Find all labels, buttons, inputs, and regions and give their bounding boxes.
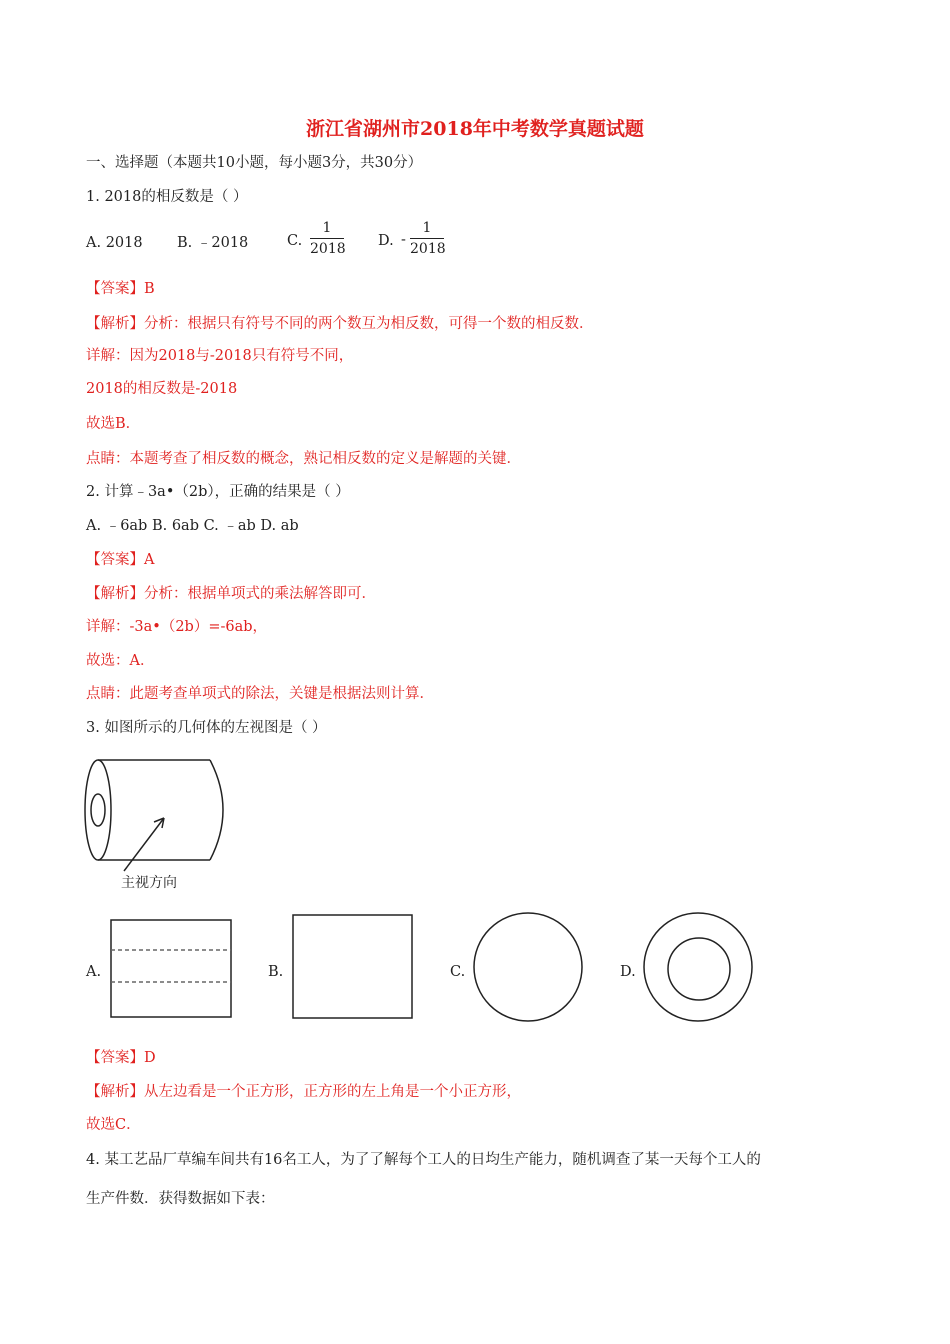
- q1-option-c-fraction: [310, 219, 344, 258]
- q3-stem: 3. 如图所示的几何体的左视图是（ ）: [86, 720, 327, 736]
- q1-detail: 详解：因为2018与-2018只有符号不同，: [86, 348, 354, 364]
- q2-choice: 故选：A．: [86, 653, 155, 669]
- q1-analysis: 【解析】分析：根据只有符号不同的两个数互为相反数，可得一个数的相反数．: [86, 316, 594, 332]
- fraction-numerator: 1: [422, 220, 432, 236]
- q3-option-b-figure: [292, 914, 414, 1020]
- q1-choice: 故选B．: [86, 416, 141, 432]
- cylinder-hole: [91, 794, 105, 826]
- page-title: 浙江省湖州市2018年中考数学真题试题: [306, 118, 644, 140]
- fraction-bar: [410, 238, 444, 239]
- q4-stem: 4. 某工艺品厂草编车间共有16名工人，为了了解每个工人的日均生产能力，随机调查了某一天每个工人的: [86, 1152, 761, 1168]
- q1-comment: 点睛：本题考查了相反数的概念，熟记相反数的定义是解题的关键．: [86, 451, 521, 467]
- q2-detail: 详解：-3a•（2b）=-6ab，: [86, 619, 268, 635]
- q1-option-c-label: C.: [287, 233, 303, 249]
- view-direction-arrow: [124, 818, 164, 871]
- q3-option-d-label: D.: [620, 964, 636, 980]
- cylinder-left-face: [85, 760, 111, 860]
- q3-option-b-label: B.: [268, 964, 284, 980]
- q1-option-d-sign: -: [401, 232, 406, 248]
- q3-option-c-label: C.: [450, 964, 466, 980]
- section-heading: 一、选择题（本题共10小题，每小题3分，共30分）: [86, 155, 423, 171]
- q3-analysis: 【解析】从左边看是一个正方形，正方形的左上角是一个小正方形，: [86, 1084, 521, 1100]
- square-outline: [293, 915, 412, 1018]
- q1-stem: 1. 2018的相反数是（ ）: [86, 189, 248, 205]
- inner-circle: [668, 938, 730, 1000]
- q3-option-d-figure: [643, 912, 755, 1024]
- q1-option-d-label: D.: [378, 233, 394, 249]
- q3-option-c-figure: [473, 912, 585, 1024]
- q1-option-a: A. 2018: [86, 235, 143, 251]
- q1-option-d-fraction: [410, 219, 444, 258]
- q4-stem-2: 生产件数．获得数据如下表：: [86, 1191, 275, 1207]
- circle-outline: [474, 913, 582, 1021]
- fraction-bar: [310, 238, 344, 239]
- fraction-denominator: 2018: [310, 241, 346, 257]
- q2-comment: 点睛：此题考查单项式的除法，关键是根据法则计算．: [86, 686, 434, 702]
- q1-answer: 【答案】B: [86, 281, 155, 297]
- q1-detail-2: 2018的相反数是-2018: [86, 381, 238, 397]
- q2-options: A. ﹣6ab B. 6ab C. ﹣ab D. ab: [86, 518, 299, 534]
- fraction-numerator: 1: [322, 220, 332, 236]
- q3-choice: 故选C．: [86, 1117, 141, 1133]
- square-outline: [111, 920, 231, 1017]
- q2-stem: 2. 计算﹣3a•（2b），正确的结果是（ ）: [86, 484, 350, 500]
- cylinder-right-edge: [210, 760, 223, 860]
- q2-analysis: 【解析】分析：根据单项式的乘法解答即可．: [86, 586, 376, 602]
- q3-figure-caption: 主视方向: [121, 875, 177, 891]
- q3-option-a-label: A.: [86, 964, 102, 980]
- q2-answer: 【答案】A: [86, 552, 155, 568]
- outer-circle: [644, 913, 752, 1021]
- fraction-denominator: 2018: [410, 241, 446, 257]
- q3-answer: 【答案】D: [86, 1050, 156, 1066]
- q3-option-a-figure: [110, 919, 232, 1019]
- q1-option-b: B. ﹣2018: [177, 235, 249, 251]
